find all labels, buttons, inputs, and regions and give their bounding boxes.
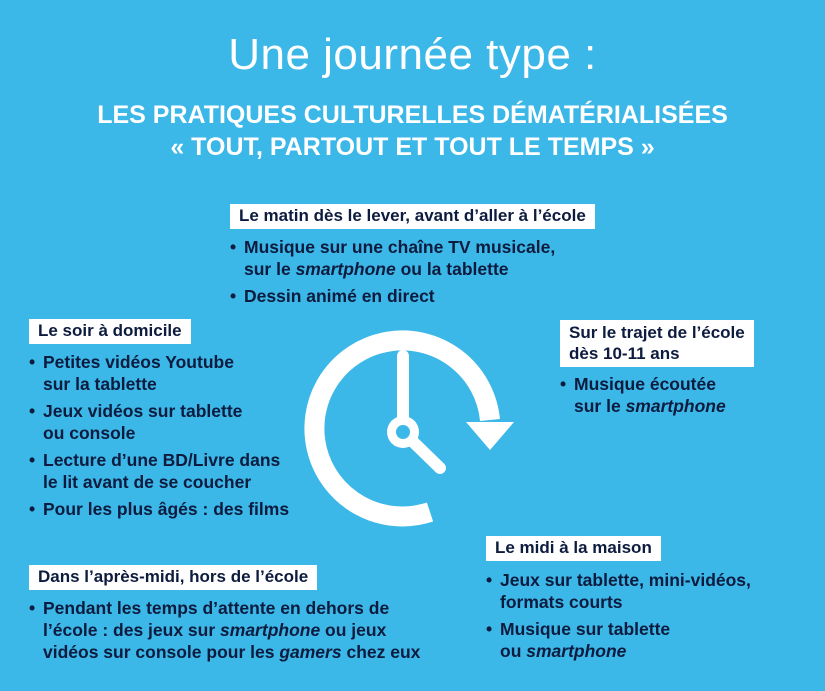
noon-label: Le midi à la maison (486, 536, 661, 561)
list-item-line: le lit avant de se coucher (43, 472, 252, 492)
list-item (230, 236, 555, 280)
list-item-line: sur la tablette (43, 374, 157, 394)
noon-list (486, 569, 751, 667)
list-item (29, 351, 289, 395)
page-title: Une journée type : (228, 30, 597, 79)
afternoon-list (29, 597, 420, 668)
italic-term: smartphone (625, 396, 726, 416)
evening-list (29, 351, 289, 525)
list-item-line: • Musique sur une chaîne TV musicale, (244, 237, 556, 257)
list-item-line: Pour les plus âgés : des films (43, 499, 290, 519)
list-item (29, 449, 289, 493)
page-subtitle (0, 99, 825, 163)
text-fragment: ou (500, 641, 527, 661)
text-fragment: ou la tablette (395, 259, 509, 279)
list-item-line: ou console (43, 423, 136, 443)
list-item (560, 373, 726, 417)
text-fragment: ou jeux (320, 620, 387, 640)
list-item-line: • Musique écoutée (574, 374, 716, 394)
text-fragment: vidéos sur console pour les (43, 642, 280, 662)
list-item-line: • Lecture d’une BD/Livre dans (43, 450, 281, 470)
text-fragment: sur le (244, 259, 296, 279)
morning-label: Le matin dès le lever, avant d’aller à l’école (230, 204, 595, 229)
commute-list (560, 373, 726, 422)
list-item-line (43, 619, 420, 641)
label-line: dès 10-11 ans (569, 344, 680, 363)
list-item-line (43, 641, 420, 663)
text-fragment: sur le (574, 396, 626, 416)
list-item-line: • Musique sur tablette (500, 619, 671, 639)
clock-center-dot (396, 425, 410, 439)
list-item-line: • Jeux sur tablette, mini-vidéos, (500, 570, 751, 590)
afternoon-label: Dans l’après-midi, hors de l’école (29, 565, 317, 590)
evening-label: Le soir à domicile (29, 319, 191, 344)
list-item-line: Dessin animé en direct (244, 286, 435, 306)
subtitle-line-1: LES PRATIQUES CULTURELLES DÉMATÉRIALISÉES (97, 101, 728, 129)
list-item (29, 498, 289, 520)
subtitle-line-2: « TOUT, PARTOUT ET TOUT LE TEMPS » (170, 133, 655, 161)
italic-term: smartphone (295, 259, 396, 279)
list-item (29, 400, 289, 444)
list-item-line (574, 395, 726, 417)
label-line: Sur le trajet de l’école (569, 323, 745, 342)
list-item-line: • Pendant les temps d’attente en dehors de (43, 598, 390, 618)
italic-term: gamers (279, 642, 342, 662)
list-item-line (244, 258, 555, 280)
list-item (486, 618, 751, 662)
clock-cycle-icon (290, 322, 530, 542)
list-item-line: • Jeux vidéos sur tablette (43, 401, 243, 421)
list-item (29, 597, 420, 663)
morning-list (230, 236, 555, 312)
list-item-line (500, 640, 751, 662)
list-item-line: formats courts (500, 592, 623, 612)
list-item (486, 569, 751, 613)
commute-label (560, 320, 754, 367)
text-fragment: chez eux (341, 642, 421, 662)
text-fragment: l’école : des jeux sur (43, 620, 221, 640)
arrow-head-icon (466, 422, 514, 450)
list-item-line: • Petites vidéos Youtube (43, 352, 234, 372)
italic-term: smartphone (526, 641, 627, 661)
italic-term: smartphone (220, 620, 321, 640)
list-item (230, 285, 555, 307)
